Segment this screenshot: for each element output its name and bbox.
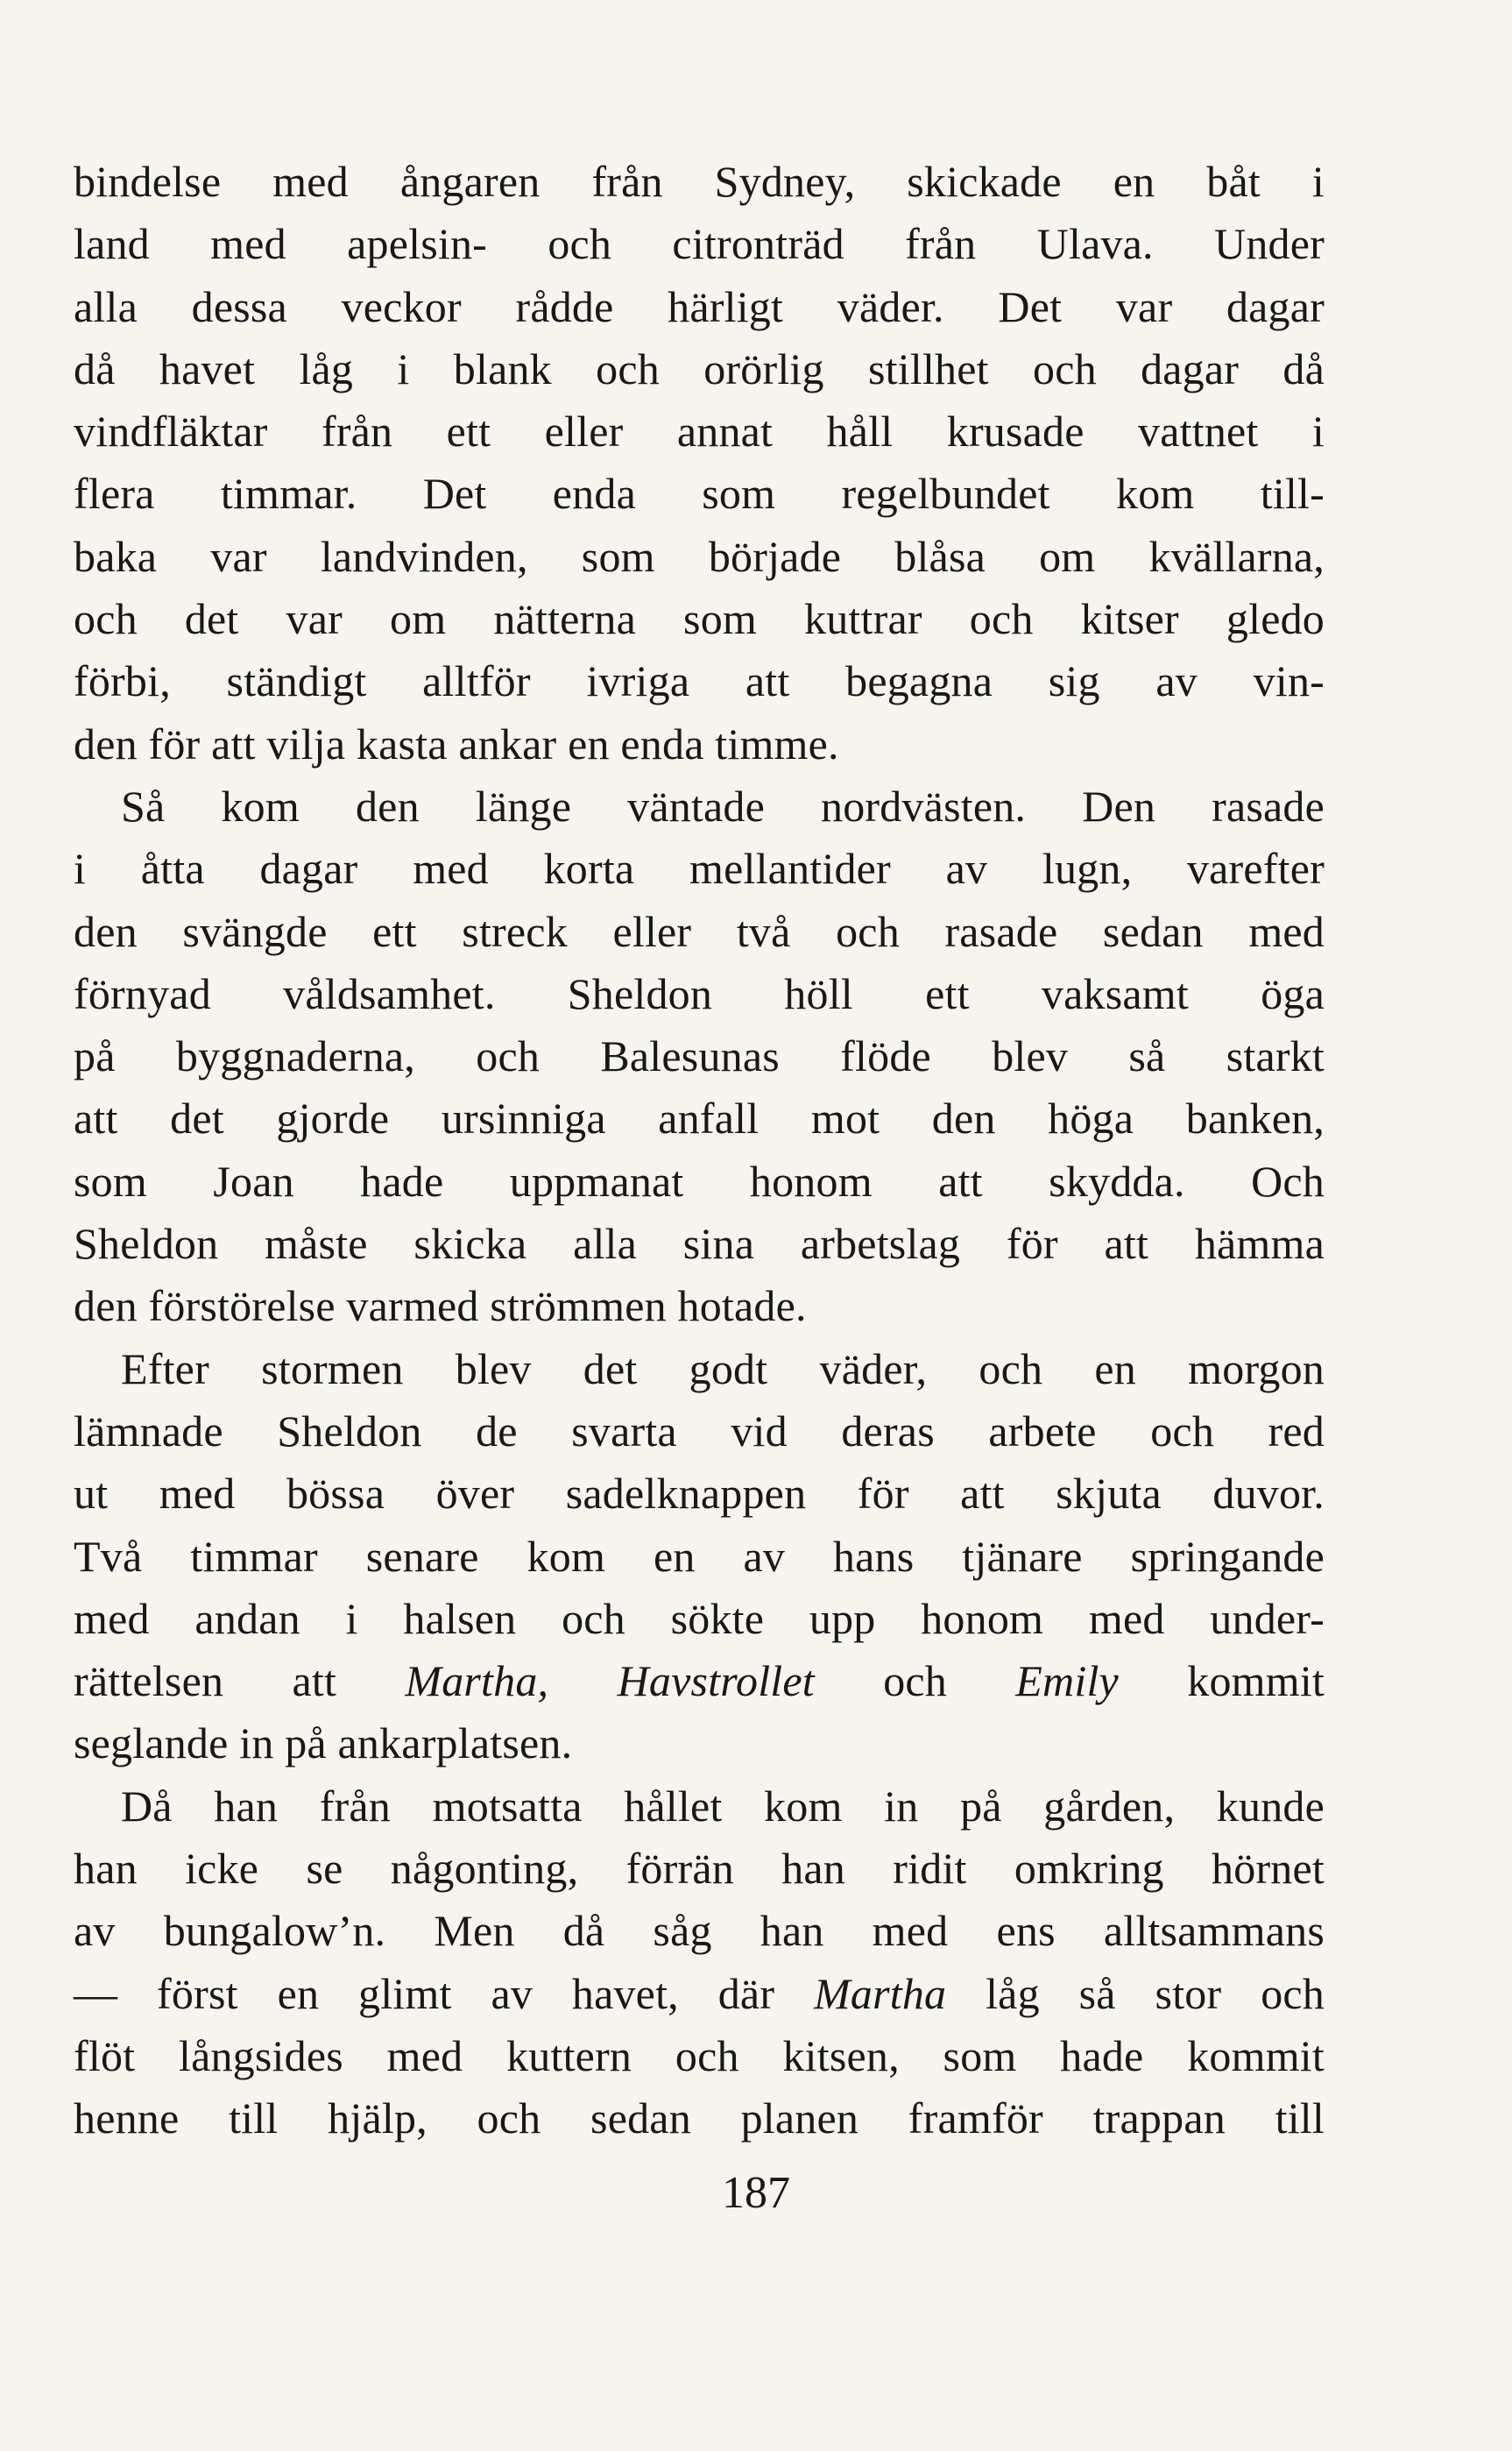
text-line bbox=[74, 1087, 1325, 1150]
text-line bbox=[74, 1526, 1325, 1588]
text-segment: vindfläktar från ett eller annat håll krusade vattnet i bbox=[74, 407, 1325, 457]
text-line bbox=[74, 588, 1325, 650]
text-segment: med andan i halsen och sökte upp honom med under- bbox=[74, 1593, 1325, 1643]
text-segment bbox=[548, 1656, 617, 1705]
text-line bbox=[74, 463, 1325, 525]
text-segment: ut med bössa över sadelknappen för att skjuta duvor. bbox=[74, 1469, 1325, 1519]
text-line bbox=[74, 1338, 1325, 1400]
text-line bbox=[74, 400, 1325, 463]
text-segment: Sheldon måste skicka alla sina arbetslag för att hämma bbox=[74, 1219, 1325, 1269]
text-segment: låg så stor och bbox=[946, 1968, 1325, 2018]
text-segment: kommit bbox=[1118, 1656, 1325, 1706]
text-line bbox=[74, 213, 1325, 275]
text-segment: förnyad våldsamhet. Sheldon höll ett vaksamt öga bbox=[74, 968, 1325, 1018]
text-line bbox=[74, 1025, 1325, 1087]
body-text bbox=[74, 151, 1325, 2150]
text-line bbox=[74, 1963, 1325, 2025]
text-segment: rättelsen att bbox=[74, 1656, 406, 1706]
text-line bbox=[74, 151, 1325, 213]
text-line bbox=[74, 1213, 1325, 1275]
text-segment: som Joan hade uppmanat honom att skydda. Och bbox=[74, 1156, 1325, 1206]
text-line bbox=[74, 1712, 1325, 1774]
text-line bbox=[74, 1463, 1325, 1525]
text-line bbox=[74, 650, 1325, 712]
text-segment: den förstörelse varmed strömmen hotade. bbox=[74, 1281, 807, 1331]
text-segment: lämnade Sheldon de svarta vid deras arbete och red bbox=[74, 1406, 1325, 1456]
text-line bbox=[74, 338, 1325, 400]
text-line bbox=[74, 526, 1325, 588]
text-segment: då havet låg i blank och orörlig stillhet och dagar då bbox=[74, 344, 1325, 393]
text-segment: han icke se någonting, förrän han ridit omkring hörnet bbox=[74, 1844, 1325, 1894]
text-segment: den svängde ett streck eller två och rasade sedan med bbox=[74, 906, 1325, 956]
text-segment: Så kom den länge väntade nordvästen. Den rasade bbox=[121, 781, 1325, 831]
page-number: 187 bbox=[722, 2168, 790, 2218]
text-line bbox=[74, 713, 1325, 776]
text-line bbox=[74, 1650, 1325, 1712]
text-line bbox=[74, 1838, 1325, 1900]
text-segment: baka var landvinden, som började blåsa om kvällarna, bbox=[74, 531, 1325, 581]
text-segment: land med apelsin- och citronträd från Ulava. Under bbox=[74, 219, 1325, 269]
text-line bbox=[74, 838, 1325, 900]
italic-text: Emily bbox=[1015, 1656, 1119, 1706]
text-line bbox=[74, 901, 1325, 963]
text-segment: Efter stormen blev det godt väder, och en morgon bbox=[121, 1343, 1325, 1393]
text-line bbox=[74, 963, 1325, 1025]
text-segment: på byggnaderna, och Balesunas flöde blev så starkt bbox=[74, 1031, 1325, 1081]
text-segment: Två timmar senare kom en av hans tjänare springande bbox=[74, 1531, 1325, 1581]
text-segment: alla dessa veckor rådde härligt väder. Det var dagar bbox=[74, 281, 1325, 331]
text-segment: förbi, ständigt alltför ivriga att begagna sig av vin- bbox=[74, 656, 1325, 706]
text-line bbox=[74, 776, 1325, 838]
text-line bbox=[74, 2025, 1325, 2087]
text-segment: att det gjorde ursinniga anfall mot den höga banken, bbox=[74, 1094, 1325, 1144]
text-segment: den för att vilja kasta ankar en enda timme. bbox=[74, 719, 839, 769]
text-segment: Då han från motsatta hållet kom in på gården, kunde bbox=[121, 1781, 1325, 1831]
text-line bbox=[74, 1588, 1325, 1650]
text-segment: och bbox=[814, 1656, 1016, 1706]
italic-text: Martha bbox=[814, 1968, 947, 2018]
text-segment: av bungalow’n. Men då såg han med ens alltsammans bbox=[74, 1906, 1325, 1956]
text-line bbox=[74, 1400, 1325, 1463]
text-line bbox=[74, 1775, 1325, 1838]
text-line bbox=[74, 276, 1325, 338]
text-segment: flera timmar. Det enda som regelbundet kom till- bbox=[74, 469, 1325, 519]
text-line bbox=[74, 1900, 1325, 1962]
text-line bbox=[74, 1275, 1325, 1337]
text-segment: i åtta dagar med korta mellantider av lugn, varefter bbox=[74, 844, 1325, 894]
italic-text: Havstrollet bbox=[617, 1656, 815, 1706]
italic-text: Martha, bbox=[405, 1656, 549, 1706]
text-segment: flöt långsides med kuttern och kitsen, som hade kommit bbox=[74, 2030, 1325, 2080]
text-segment: och det var om nätterna som kuttrar och kitser gledo bbox=[74, 594, 1325, 644]
text-segment: bindelse med ångaren från Sydney, skickade en båt i bbox=[74, 157, 1325, 206]
text-segment: — först en glimt av havet, där bbox=[74, 1968, 815, 2018]
text-segment: seglande in på ankarplatsen. bbox=[74, 1718, 573, 1768]
text-line bbox=[74, 2087, 1325, 2150]
text-segment: henne till hjälp, och sedan planen framför trappan till bbox=[74, 2093, 1325, 2143]
text-line bbox=[74, 1151, 1325, 1213]
